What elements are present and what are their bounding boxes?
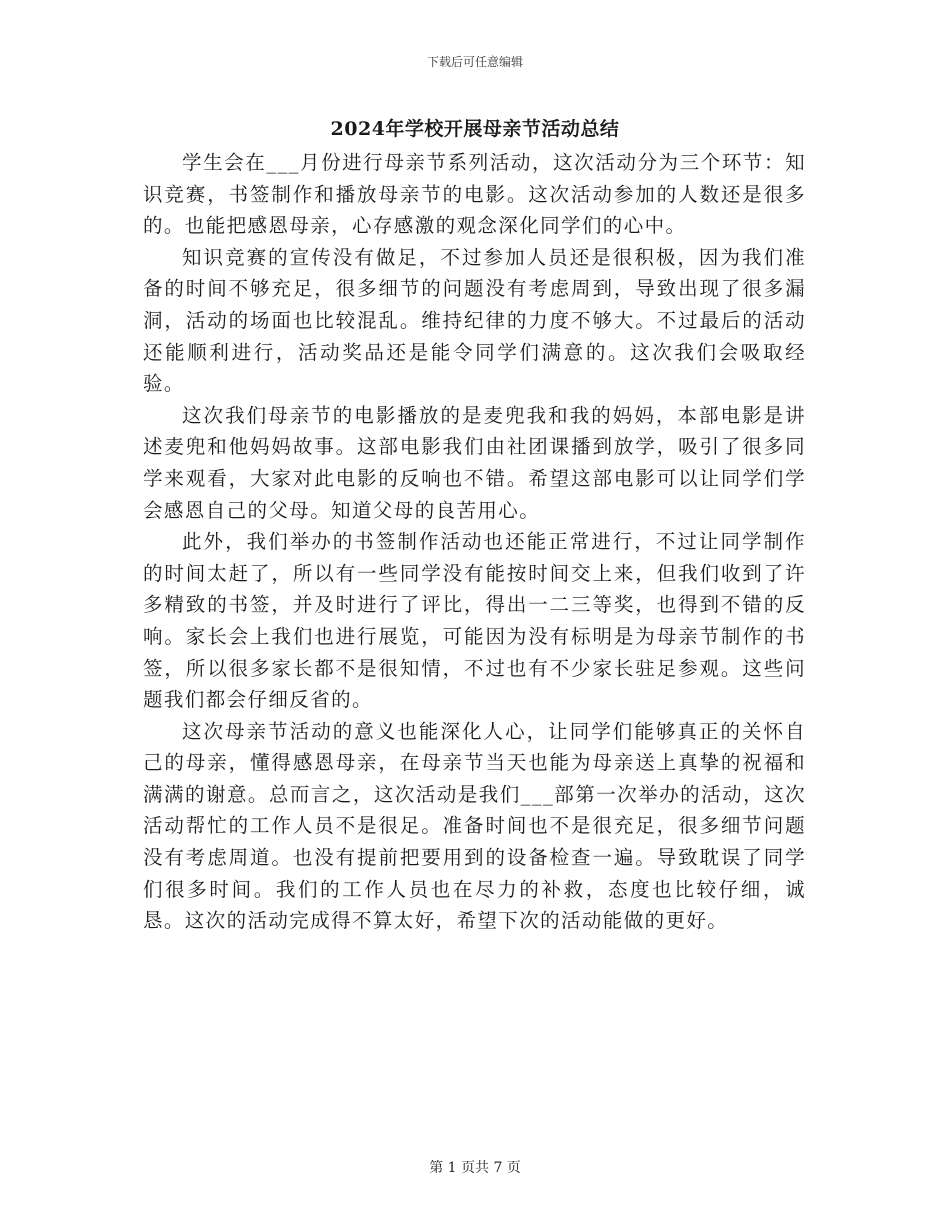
paragraph-5: 这次母亲节活动的意义也能深化人心，让同学们能够真正的关怀自己的母亲，懂得感恩母亲，在母亲节当天也能为母亲送上真挚的祝福和满满的谢意。总而言之，这次活动是我们___部第一次举办的活动，这次活动帮忙的工作人员不是很足。准备时间也不是很充足，很多细节问题没有考虑周道。也没有提前把要用到的设备检查一遍。导致耽误了同学们很多时间。我们的工作人员也在尽力的补救，态度也比较仔细，诚恳。这次的活动完成得不算太好，希望下次的活动能做的更好。 [143, 719, 806, 933]
paragraph-4: 此外，我们举办的书签制作活动也还能正常进行，不过让同学制作的时间太赶了，所以有一些同学没有能按时间交上来，但我们收到了许多精致的书签，并及时进行了评比，得出一二三等奖，也得到不错的反响。家长会上我们也进行展览，可能因为没有标明是为母亲节制作的书签，所以很多家长都不是很知情，不过也有不少家长驻足参观。这些问题我们都会仔细反省的。 [143, 530, 806, 712]
header-note: 下载后可任意编辑 [426, 55, 523, 69]
paragraph-2: 知识竞赛的宣传没有做足，不过参加人员还是很积极，因为我们准备的时间不够充足，很多细节的问题没有考虑周到，导致出现了很多漏洞，活动的场面也比较混乱。维持纪律的力度不够大。不过最后的活动还能顺利进行，活动奖品还是能令同学们满意的。这次我们会吸取经验。 [143, 245, 806, 396]
document-title: 2024年学校开展母亲节活动总结 [330, 118, 620, 140]
paragraph-1: 学生会在___月份进行母亲节系列活动，这次活动分为三个环节：知识竞赛，书签制作和播放母亲节的电影。这次活动参加的人数还是很多的。也能把感恩母亲，心存感激的观念深化同学们的心中。 [143, 151, 806, 238]
document-body [143, 147, 806, 937]
page-number: 第 1 页共 7 页 [429, 1160, 521, 1176]
paragraph-3: 这次我们母亲节的电影播放的是麦兜我和我的妈妈，本部电影是讲述麦兜和他妈妈故事。这部电影我们由社团课播到放学，吸引了很多同学来观看，大家对此电影的反响也不错。希望这部电影可以让同学们学会感恩自己的父母。知道父母的良苦用心。 [143, 403, 806, 522]
